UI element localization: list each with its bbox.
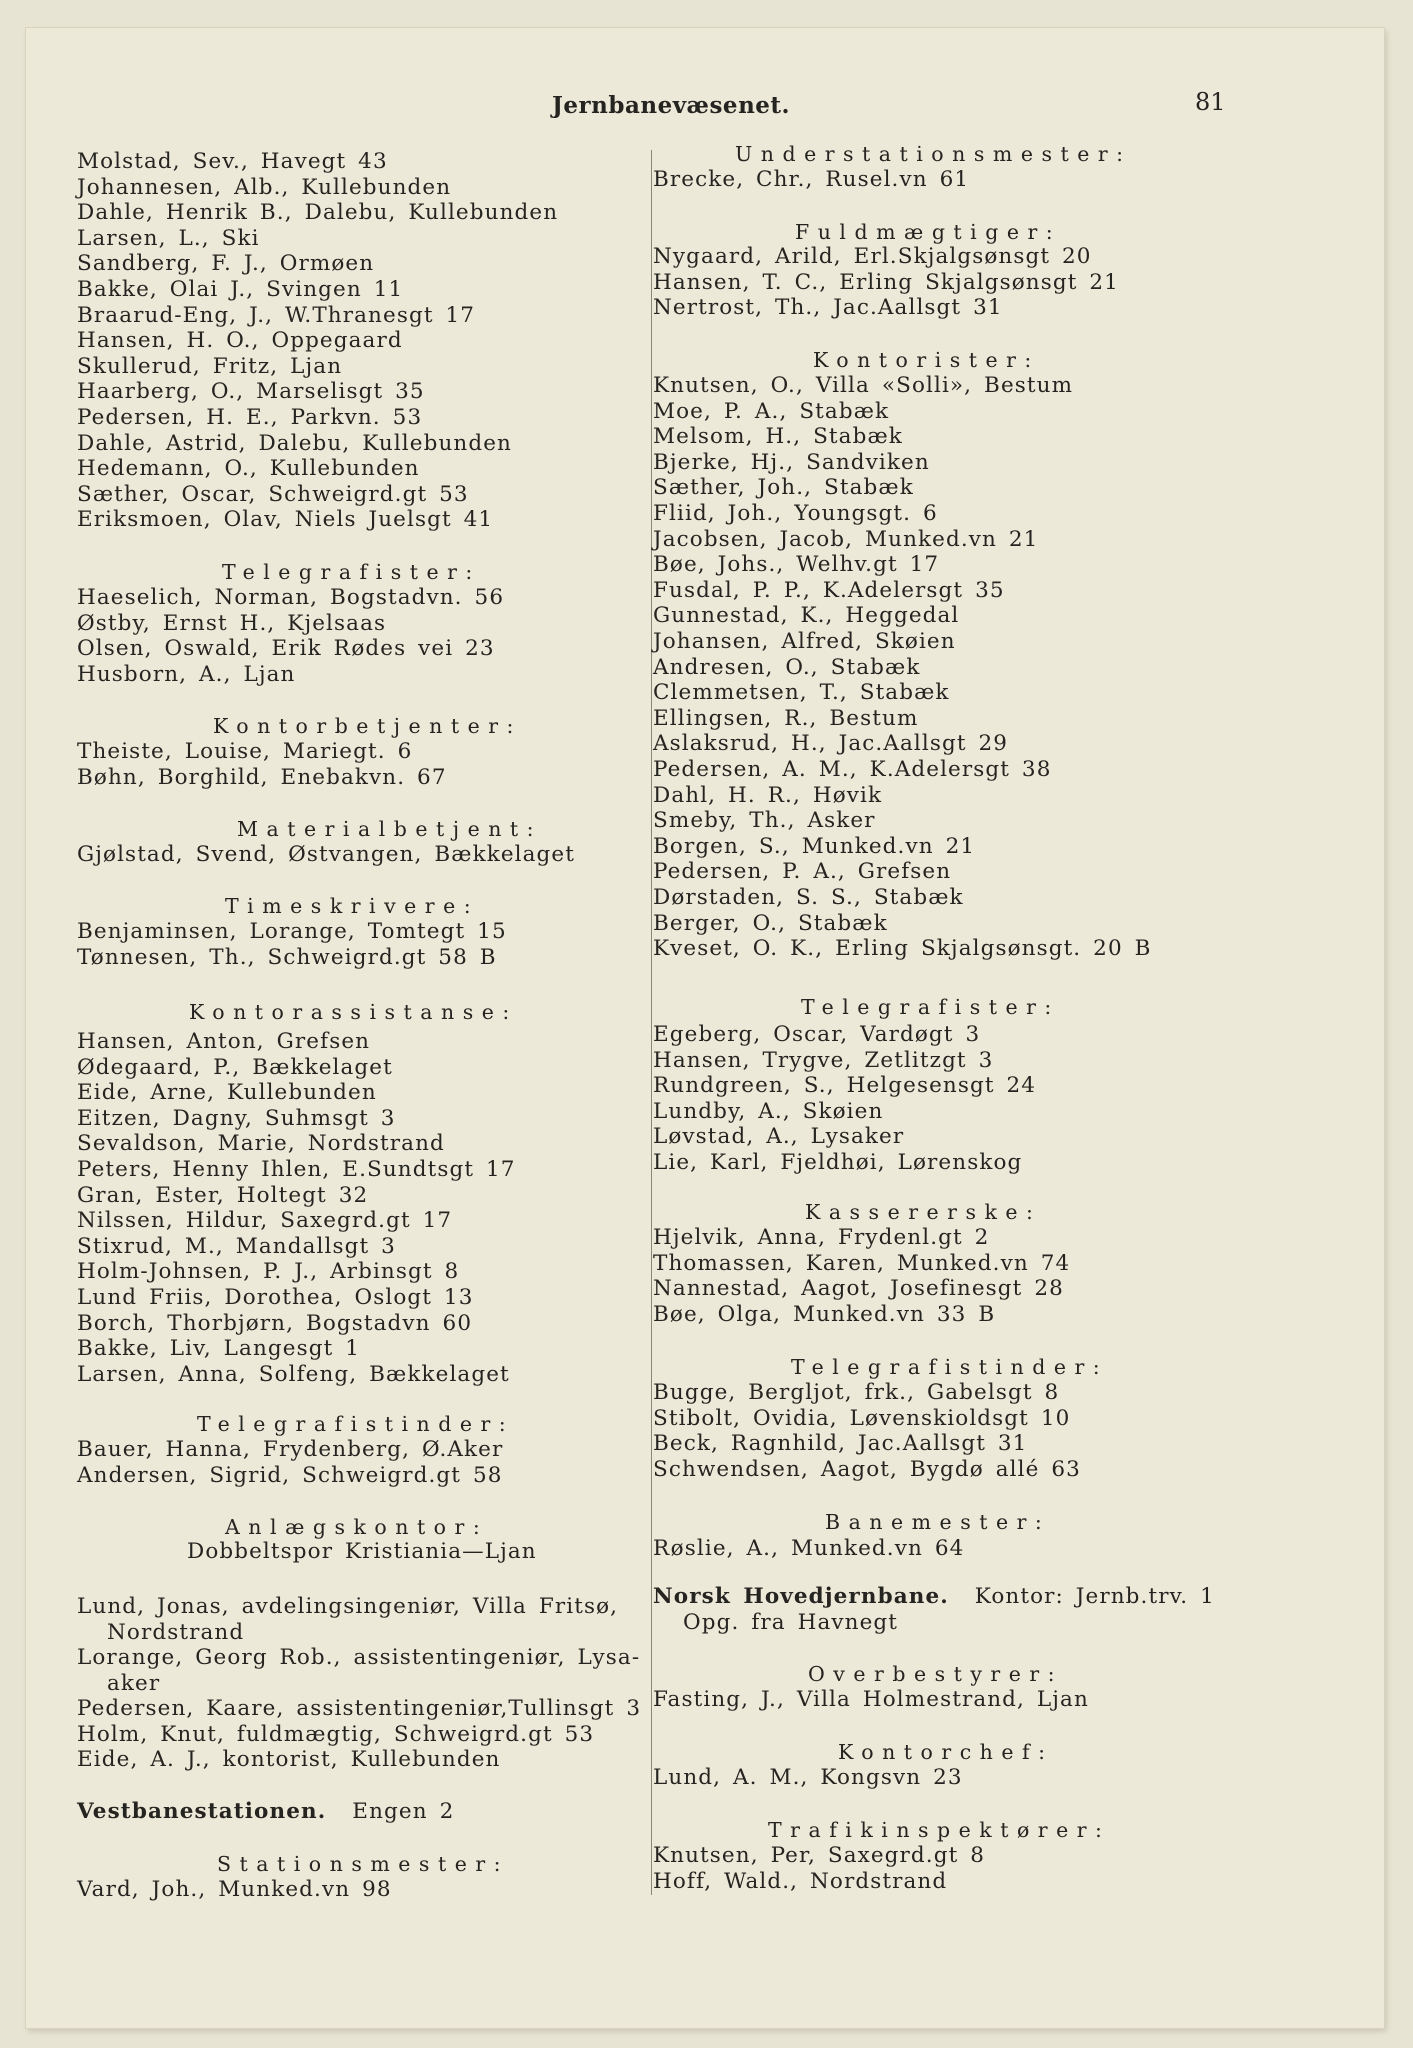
entry: Berger, O., Stabæk: [653, 910, 888, 936]
entry: Andersen, Sigrid, Schweigrd.gt 58: [77, 1462, 503, 1488]
entry: Ødegaard, P., Bækkelaget: [77, 1054, 393, 1080]
entry: Jacobsen, Jacob, Munked.vn 21: [653, 526, 1039, 552]
station-address: Engen 2: [352, 1799, 455, 1824]
entry: Skullerud, Fritz, Ljan: [77, 353, 343, 379]
entry: Stixrud, M., Mandallsgt 3: [77, 1233, 396, 1259]
entry: Larsen, Anna, Solfeng, Bækkelaget: [77, 1361, 510, 1387]
section-heading: Stationsmester:: [217, 1852, 510, 1876]
railway-name: [653, 1585, 1215, 1609]
entry: Larsen, L., Ski: [77, 225, 260, 251]
entry: Hoff, Wald., Nordstrand: [653, 1868, 948, 1894]
entry: Bøhn, Borghild, Enebakvn. 67: [77, 764, 447, 790]
entry: Gjølstad, Svend, Østvangen, Bækkelaget: [77, 842, 575, 867]
entry: Pedersen, Kaare, assistentingeniør,Tullinsgt 3: [77, 1696, 642, 1721]
entry: Johansen, Alfred, Skøien: [653, 629, 956, 654]
entry: Røslie, A., Munked.vn 64: [653, 1536, 965, 1561]
entry: Hansen, Trygve, Zetlitzgt 3: [653, 1047, 994, 1073]
entry: Andresen, O., Stabæk: [653, 654, 921, 680]
page-number: 81: [1195, 88, 1226, 116]
entry: Løvstad, A., Lysaker: [653, 1124, 905, 1149]
entry: Molstad, Sev., Havegt 43: [77, 149, 388, 174]
section-heading: Materialbetjent:: [237, 817, 543, 841]
entry: Egeberg, Oscar, Vardøgt 3: [653, 1022, 981, 1047]
entry: Sandberg, F. J., Ormøen: [77, 251, 375, 277]
entry: Bøe, Johs., Welhv.gt 17: [653, 552, 940, 578]
section-heading: Anlægskontor:: [225, 1515, 489, 1539]
entry: Lund, A. M., Kongsvn 23: [653, 1765, 963, 1790]
entry: Kveset, O. K., Erling Skjalgsønsgt. 20 B: [653, 936, 1152, 962]
entry: Haarberg, O., Marselisgt 35: [77, 379, 425, 405]
section-heading: Kassererske:: [805, 1200, 1042, 1224]
entry: Dørstaden, S. S., Stabæk: [653, 885, 964, 910]
entry: Eitzen, Dagny, Suhmsgt 3: [77, 1105, 396, 1131]
station-name: [77, 1800, 454, 1824]
entry: Lorange, Georg Rob., assistentingeniør, Lysa-: [77, 1645, 641, 1670]
entry: Smeby, Th., Asker: [653, 808, 876, 834]
entry: Eriksmoen, Olav, Niels Juelsgt 41: [77, 507, 494, 533]
section-heading: Trafikinspektører:: [768, 1818, 1111, 1842]
entry: Melsom, H., Stabæk: [653, 424, 903, 450]
railway-hours: Opg. fra Havnegt: [683, 1609, 898, 1635]
entry: Fliid, Joh., Youngsgt. 6: [653, 501, 938, 526]
entry: Hansen, Anton, Grefsen: [77, 1029, 371, 1054]
entry: Beck, Ragnhild, Jac.Aallsgt 31: [653, 1431, 1028, 1456]
section-heading: Kontorister:: [813, 348, 1040, 372]
entry: Thomassen, Karen, Munked.vn 74: [653, 1250, 1071, 1276]
entry: Holm-Johnsen, P. J., Arbinsgt 8: [77, 1259, 460, 1285]
entry: Schwendsen, Aagot, Bygdø allé 63: [653, 1456, 1081, 1482]
entry: aker: [107, 1670, 161, 1696]
entry: Sæther, Joh., Stabæk: [653, 475, 914, 501]
section-heading: Kontorchef:: [838, 1740, 1054, 1764]
entry: Fasting, J., Villa Holmestrand, Ljan: [653, 1687, 1089, 1712]
entry: Nilssen, Hildur, Saxegrd.gt 17: [77, 1208, 453, 1234]
section-heading: Kontorbetjenter:: [213, 714, 522, 738]
entry: Østby, Ernst H., Kjelsaas: [77, 610, 387, 636]
entry: Dahl, H. R., Høvik: [653, 782, 883, 808]
entry: Knutsen, Per, Saxegrd.gt 8: [653, 1843, 986, 1868]
entry: Vard, Joh., Munked.vn 98: [77, 1877, 392, 1902]
entry: Benjaminsen, Lorange, Tomtegt 15: [77, 919, 507, 944]
section-heading: Overbestyrer:: [808, 1662, 1064, 1686]
entry: Moe, P. A., Stabæk: [653, 398, 890, 424]
section-heading: Telegrafister:: [801, 995, 1060, 1019]
section-subheading: Dobbeltspor Kristiania—Ljan: [187, 1539, 537, 1564]
entry: Lundby, A., Skøien: [653, 1098, 884, 1124]
entry: Gran, Ester, Holtegt 32: [77, 1182, 369, 1208]
entry: Brecke, Chr., Rusel.vn 61: [653, 167, 970, 192]
entry: Hansen, T. C., Erling Skjalgsønsgt 21: [653, 269, 1119, 295]
entry: Dahle, Astrid, Dalebu, Kullebunden: [77, 430, 512, 456]
column-divider: [651, 150, 652, 1895]
section-heading: Telegrafistinder:: [197, 1412, 515, 1436]
entry: Rundgreen, S., Helgesensgt 24: [653, 1073, 1037, 1098]
entry: Nygaard, Arild, Erl.Skjalgsønsgt 20: [653, 244, 1092, 269]
entry: Holm, Knut, fuldmægtig, Schweigrd.gt 53: [77, 1721, 595, 1747]
section-heading: Banemester:: [825, 1510, 1051, 1534]
entry: Bauer, Hanna, Frydenberg, Ø.Aker: [77, 1437, 504, 1462]
entry: Pedersen, H. E., Parkvn. 53: [77, 405, 423, 430]
entry: Pedersen, P. A., Grefsen: [653, 859, 952, 885]
section-heading: Timeskrivere:: [225, 894, 480, 918]
entry: Sevaldson, Marie, Nordstrand: [77, 1131, 445, 1157]
entry: Borch, Thorbjørn, Bogstadvn 60: [77, 1310, 473, 1336]
railway-title: Norsk Hovedjernbane.: [653, 1584, 949, 1609]
entry: Knutsen, O., Villa «Solli», Bestum: [653, 373, 1074, 398]
entry: Bakke, Liv, Langesgt 1: [77, 1336, 361, 1362]
railway-office: Kontor: Jernb.trv. 1: [974, 1584, 1215, 1609]
running-head: Jernbanevæsenet.: [552, 92, 791, 119]
section-heading: Kontorassistanse:: [189, 1000, 518, 1024]
entry: Bakke, Olai J., Svingen 11: [77, 277, 404, 302]
entry: Johannesen, Alb., Kullebunden: [77, 174, 452, 200]
entry: Fusdal, P. P., K.Adelersgt 35: [653, 577, 1005, 603]
entry: Nertrost, Th., Jac.Aallsgt 31: [653, 295, 1003, 320]
entry: Hjelvik, Anna, Frydenl.gt 2: [653, 1225, 990, 1250]
entry: Ellingsen, R., Bestum: [653, 705, 919, 731]
entry: Bøe, Olga, Munked.vn 33 B: [653, 1301, 996, 1327]
entry: Aslaksrud, H., Jac.Aallsgt 29: [653, 731, 1009, 757]
entry: Borgen, S., Munked.vn 21: [653, 833, 976, 859]
section-heading: Fuldmægtiger:: [795, 220, 1062, 244]
entry: Lund, Jonas, avdelingsingeniør, Villa Fritsø,: [77, 1594, 619, 1619]
section-heading: Understationsmester:: [735, 142, 1132, 166]
entry: Husborn, A., Ljan: [77, 661, 296, 687]
entry: Olsen, Oswald, Erik Rødes vei 23: [77, 636, 495, 661]
entry: Theiste, Louise, Mariegt. 6: [77, 739, 413, 764]
entry: Eide, A. J., kontorist, Kullebunden: [77, 1747, 501, 1772]
entry: Pedersen, A. M., K.Adelersgt 38: [653, 757, 1052, 782]
entry: Tønnesen, Th., Schweigrd.gt 58 B: [77, 944, 497, 970]
section-heading: Telegrafistinder:: [791, 1355, 1109, 1379]
entry: Bugge, Bergljot, frk., Gabelsgt 8: [653, 1380, 1060, 1405]
entry: Lie, Karl, Fjeldhøi, Lørenskog: [653, 1149, 1023, 1175]
entry: Eide, Arne, Kullebunden: [77, 1080, 377, 1106]
entry: Hansen, H. O., Oppegaard: [77, 328, 403, 354]
entry: Sæther, Oscar, Schweigrd.gt 53: [77, 481, 469, 507]
entry: Haeselich, Norman, Bogstadvn. 56: [77, 585, 505, 610]
entry: Clemmetsen, T., Stabæk: [653, 680, 950, 706]
station-title: Vestbanestationen.: [77, 1799, 327, 1824]
entry: Hedemann, O., Kullebunden: [77, 456, 420, 482]
entry: Nordstrand: [107, 1619, 245, 1645]
section-heading: Telegrafister:: [222, 560, 481, 584]
entry: Nannestad, Aagot, Josefinesgt 28: [653, 1276, 1064, 1301]
entry: Gunnestad, K., Heggedal: [653, 603, 960, 629]
entry: Braarud-Eng, J., W.Thranesgt 17: [77, 302, 476, 328]
entry: Peters, Henny Ihlen, E.Sundtsgt 17: [77, 1157, 516, 1182]
entry: Stibolt, Ovidia, Løvenskioldsgt 10: [653, 1405, 1071, 1431]
entry: Bjerke, Hj., Sandviken: [653, 449, 930, 475]
entry: Lund Friis, Dorothea, Oslogt 13: [77, 1285, 474, 1310]
entry: Dahle, Henrik B., Dalebu, Kullebunden: [77, 200, 559, 226]
